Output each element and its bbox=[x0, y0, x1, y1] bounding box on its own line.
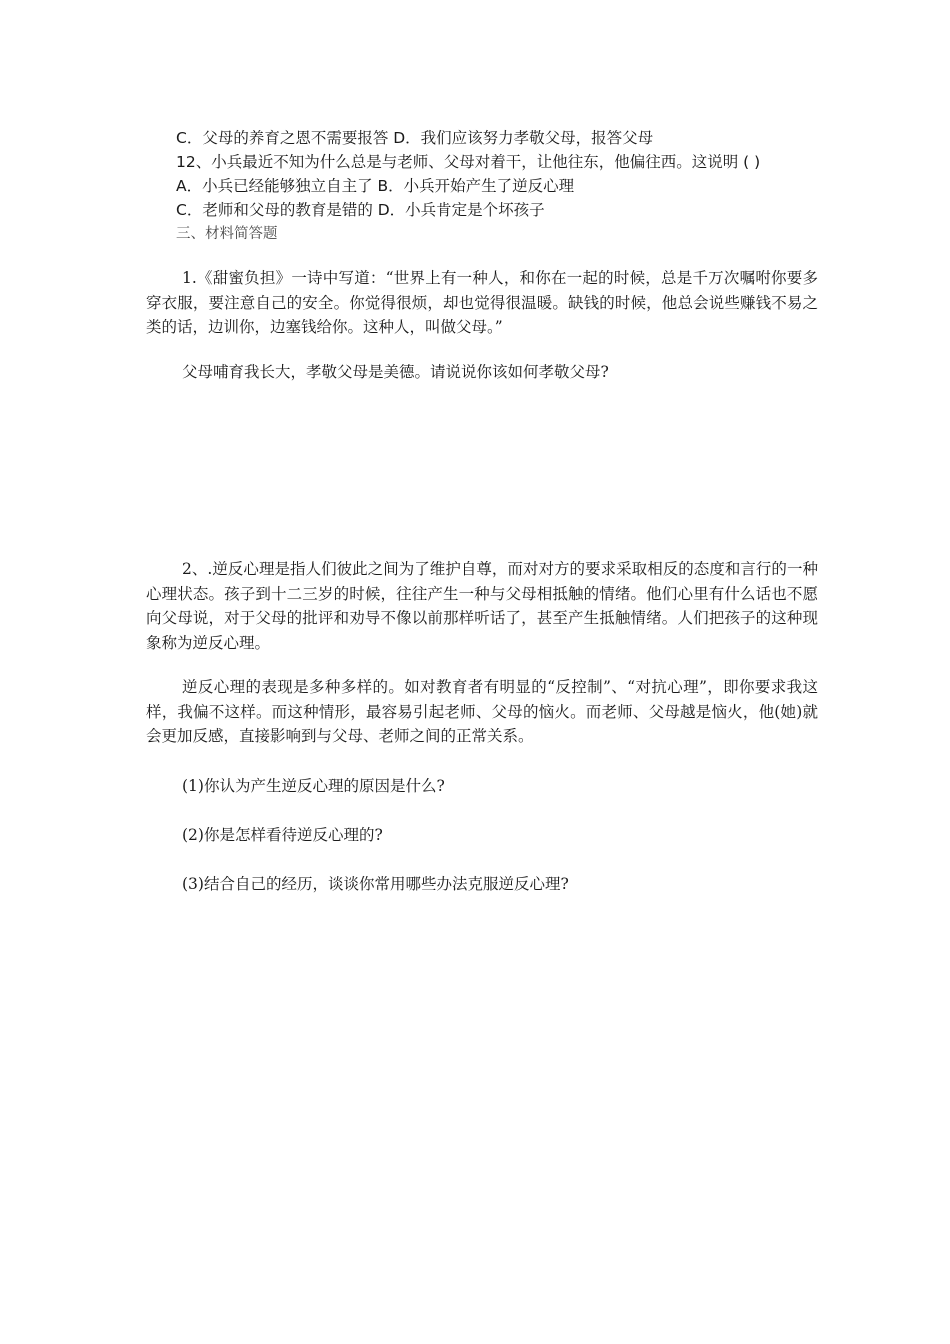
material-1-text: 1.《甜蜜负担》一诗中写道：“世界上有一种人，和你在一起的时候，总是千万次嘱咐你要多穿衣服，要注意自己的安全。你觉得很烦，却也觉得很温暖。缺钱的时候，他总会说些赚钱不易之类的话，边训你，边塞钱给你。这种人，叫做父母。” bbox=[146, 269, 818, 336]
material-1-question: 父母哺育我长大，孝敬父母是美德。请说说你该如何孝敬父母? bbox=[182, 362, 609, 381]
material-2-question-2: (2)你是怎样看待逆反心理的? bbox=[182, 825, 383, 844]
material-2-question-1: (1)你认为产生逆反心理的原因是什么? bbox=[182, 776, 445, 795]
document-page bbox=[146, 126, 818, 896]
answer-space bbox=[146, 384, 818, 557]
q11-options-cd: C．父母的养育之恩不需要报答 D．我们应该努力孝敬父母，报答父母 bbox=[176, 129, 654, 147]
section-title: 三、材料简答题 bbox=[176, 226, 278, 242]
material-2-question-3: (3)结合自己的经历，谈谈你常用哪些办法克服逆反心理? bbox=[182, 874, 569, 893]
q12-stem: 12、小兵最近不知为什么总是与老师、父母对着干，让他往东，他偏往西。这说明 ( ) bbox=[176, 153, 761, 171]
q12-options-ab: A．小兵已经能够独立自主了 B．小兵开始产生了逆反心理 bbox=[176, 177, 575, 195]
q12-options-cd: C．老师和父母的教育是错的 D．小兵肯定是个坏孩子 bbox=[176, 201, 545, 219]
material-2-text-1: 2、.逆反心理是指人们彼此之间为了维护自尊，而对对方的要求采取相反的态度和言行的一种心理状态。孩子到十二三岁的时候，往往产生一种与父母相抵触的情绪。他们心里有什么话也不愿向父母说，对于父母的批评和劝导不像以前那样听话了，甚至产生抵触情绪。人们把孩子的这种现象称为逆反心理。 bbox=[146, 560, 818, 652]
material-2-text-2: 逆反心理的表现是多种多样的。如对教育者有明显的“反控制”、“对抗心理”，即你要求我这样，我偏不这样。而这种情形，最容易引起老师、父母的恼火。而老师、父母越是恼火，他(她)就会更加反感，直接影响到与父母、老师之间的正常关系。 bbox=[146, 678, 818, 745]
